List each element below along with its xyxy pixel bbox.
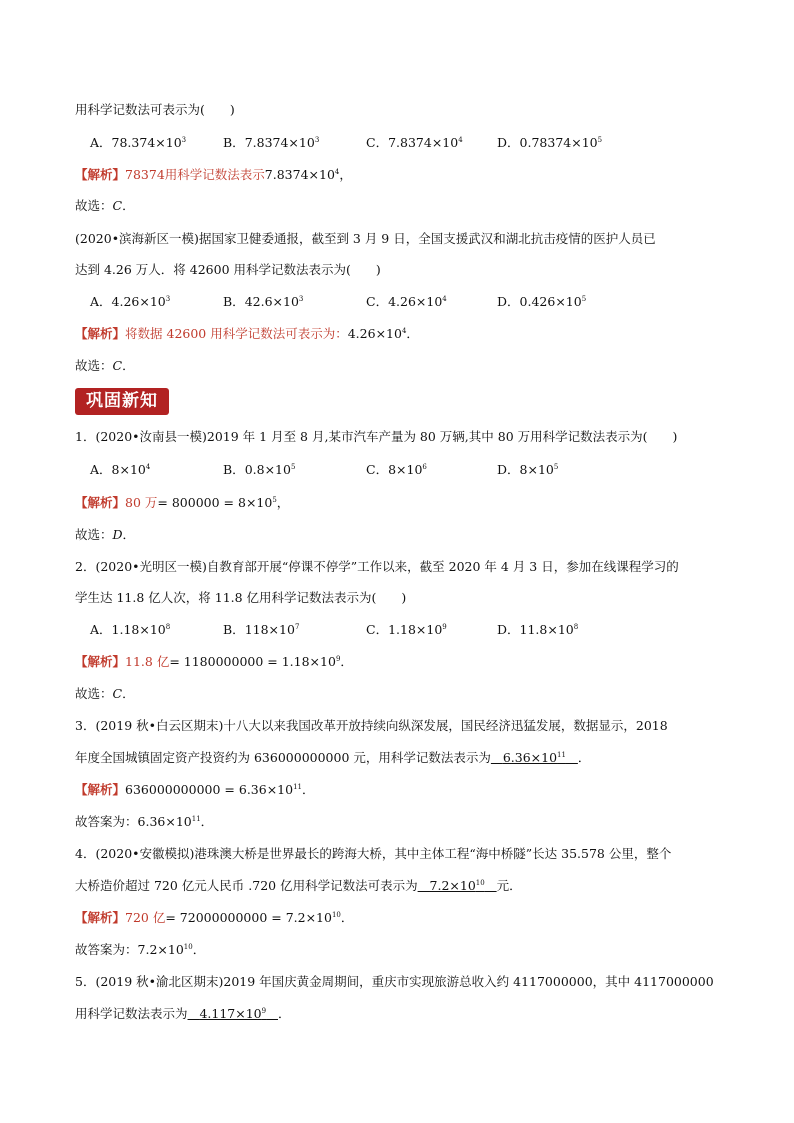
ex2-question-line1: (2020•滨海新区一模)据国家卫健委通报，截至到 3 月 9 日，全国支援武汉和湖北抗击疫情的医护人员已 (75, 231, 656, 246)
option-b[interactable]: B．$42.6\times 10^3$ (223, 294, 304, 309)
section-banner: 巩固新知 (75, 388, 169, 415)
q1-question: 1．(2020•汝南县一模)2019 年 1 月至 8 月,某市汽车产量为 80 万辆,其中 80 万用科学记数法表示为( ) (75, 429, 678, 444)
ex2-choice: 故选：C． (75, 358, 135, 373)
option-c[interactable]: C．$4.26\times 10^4$ (366, 294, 447, 309)
option-d[interactable]: D．$8\times 10^5$ (497, 462, 559, 477)
option-b[interactable]: B．$0.8\times 10^5$ (223, 462, 296, 477)
q2-solution: 【解析】11.8 亿= $1180000000 = 1.18\times 10^9$． (75, 654, 353, 669)
option-a[interactable]: A．$4.26\times 10^3$ (90, 294, 171, 309)
q3-question-line1: 3．(2019 秋•白云区期末)十八大以来我国改革开放持续向纵深发展，国民经济迅猛发展，数据显示，2018 (75, 718, 668, 733)
option-a[interactable]: A．$8\times 10^4$ (90, 462, 151, 477)
q3-question-line2: 年度全国城镇固定资产投资约为 636000000000 元，用科学记数法表示为 $6.36\times 10^{11}$ ． (75, 750, 591, 765)
q1-solution: 【解析】80 万= $800000 = 8\times 10^5$， (75, 495, 290, 510)
q4-final-answer: 故答案为：$7.2\times 10^{10}$． (75, 942, 206, 957)
q4-question-line1: 4．(2020•安徽模拟)港珠澳大桥是世界最长的跨海大桥，其中主体工程“海中桥隧”长达 35.578 公里，整个 (75, 846, 672, 861)
option-b[interactable]: B．$118\times 10^7$ (223, 622, 300, 637)
option-b[interactable]: B．$7.8374\times 10^3$ (223, 135, 320, 150)
q3-final-answer: 故答案为：$6.36\times 10^{11}$． (75, 814, 214, 829)
ex2-solution: 【解析】将数据 42600 用科学记数法可表示为：$4.26\times 10^4$． (75, 326, 419, 341)
q5-answer[interactable]: $4.117\times 10^9$ (199, 1006, 267, 1021)
option-a[interactable]: A．$1.18\times 10^8$ (90, 622, 171, 637)
q3-answer[interactable]: $6.36\times 10^{11}$ (502, 750, 566, 765)
option-d[interactable]: D．$11.8\times 10^8$ (497, 622, 579, 637)
intro-solution: 【解析】78374用科学记数法表示$7.8374\times 10^4$， (75, 167, 352, 182)
intro-choice: 故选：C． (75, 198, 135, 213)
q2-question-line1: 2．(2020•光明区一模)自教育部开展“停课不停学”工作以来，截至 2020 年 4 月 3 日，参加在线课程学习的 (75, 559, 679, 574)
q2-choice: 故选：C． (75, 686, 135, 701)
option-c[interactable]: C．$1.18\times 10^9$ (366, 622, 447, 637)
q4-answer[interactable]: $7.2\times 10^{10}$ (429, 878, 485, 893)
option-c[interactable]: C．$7.8374\times 10^4$ (366, 135, 463, 150)
intro-question-text: 用科学记数法可表示为( ) (75, 102, 235, 117)
q5-question-line2: 用科学记数法表示为 $4.117\times 10^9$ ． (75, 1006, 291, 1021)
option-d[interactable]: D．$0.426\times 10^5$ (497, 294, 587, 309)
option-c[interactable]: C．$8\times 10^6$ (366, 462, 427, 477)
q5-question-line1: 5．(2019 秋•渝北区期末)2019 年国庆黄金周期间，重庆市实现旅游总收入约 4117000000，其中 4117000000 (75, 974, 714, 989)
q3-solution: 【解析】$636000000000 = 6.36\times 10^{11}$． (75, 782, 315, 797)
q1-choice: 故选：D． (75, 527, 136, 542)
q2-question-line2: 学生达 11.8 亿人次，将 11.8 亿用科学记数法表示为( ) (75, 590, 407, 605)
ex2-question-line2: 达到 4.26 万人．将 42600 用科学记数法表示为( ) (75, 262, 381, 277)
option-a[interactable]: A．$78.374\times 10^3$ (90, 135, 187, 150)
q4-question-line2: 大桥造价超过 720 亿元人民币 .720 亿用科学记数法可表示为 $7.2\times 10^{10}$ 元． (75, 878, 522, 893)
q4-solution: 【解析】720 亿= $72000000000 = 7.2\times 10^{10}$． (75, 910, 354, 925)
option-d[interactable]: D．$0.78374\times 10^5$ (497, 135, 603, 150)
